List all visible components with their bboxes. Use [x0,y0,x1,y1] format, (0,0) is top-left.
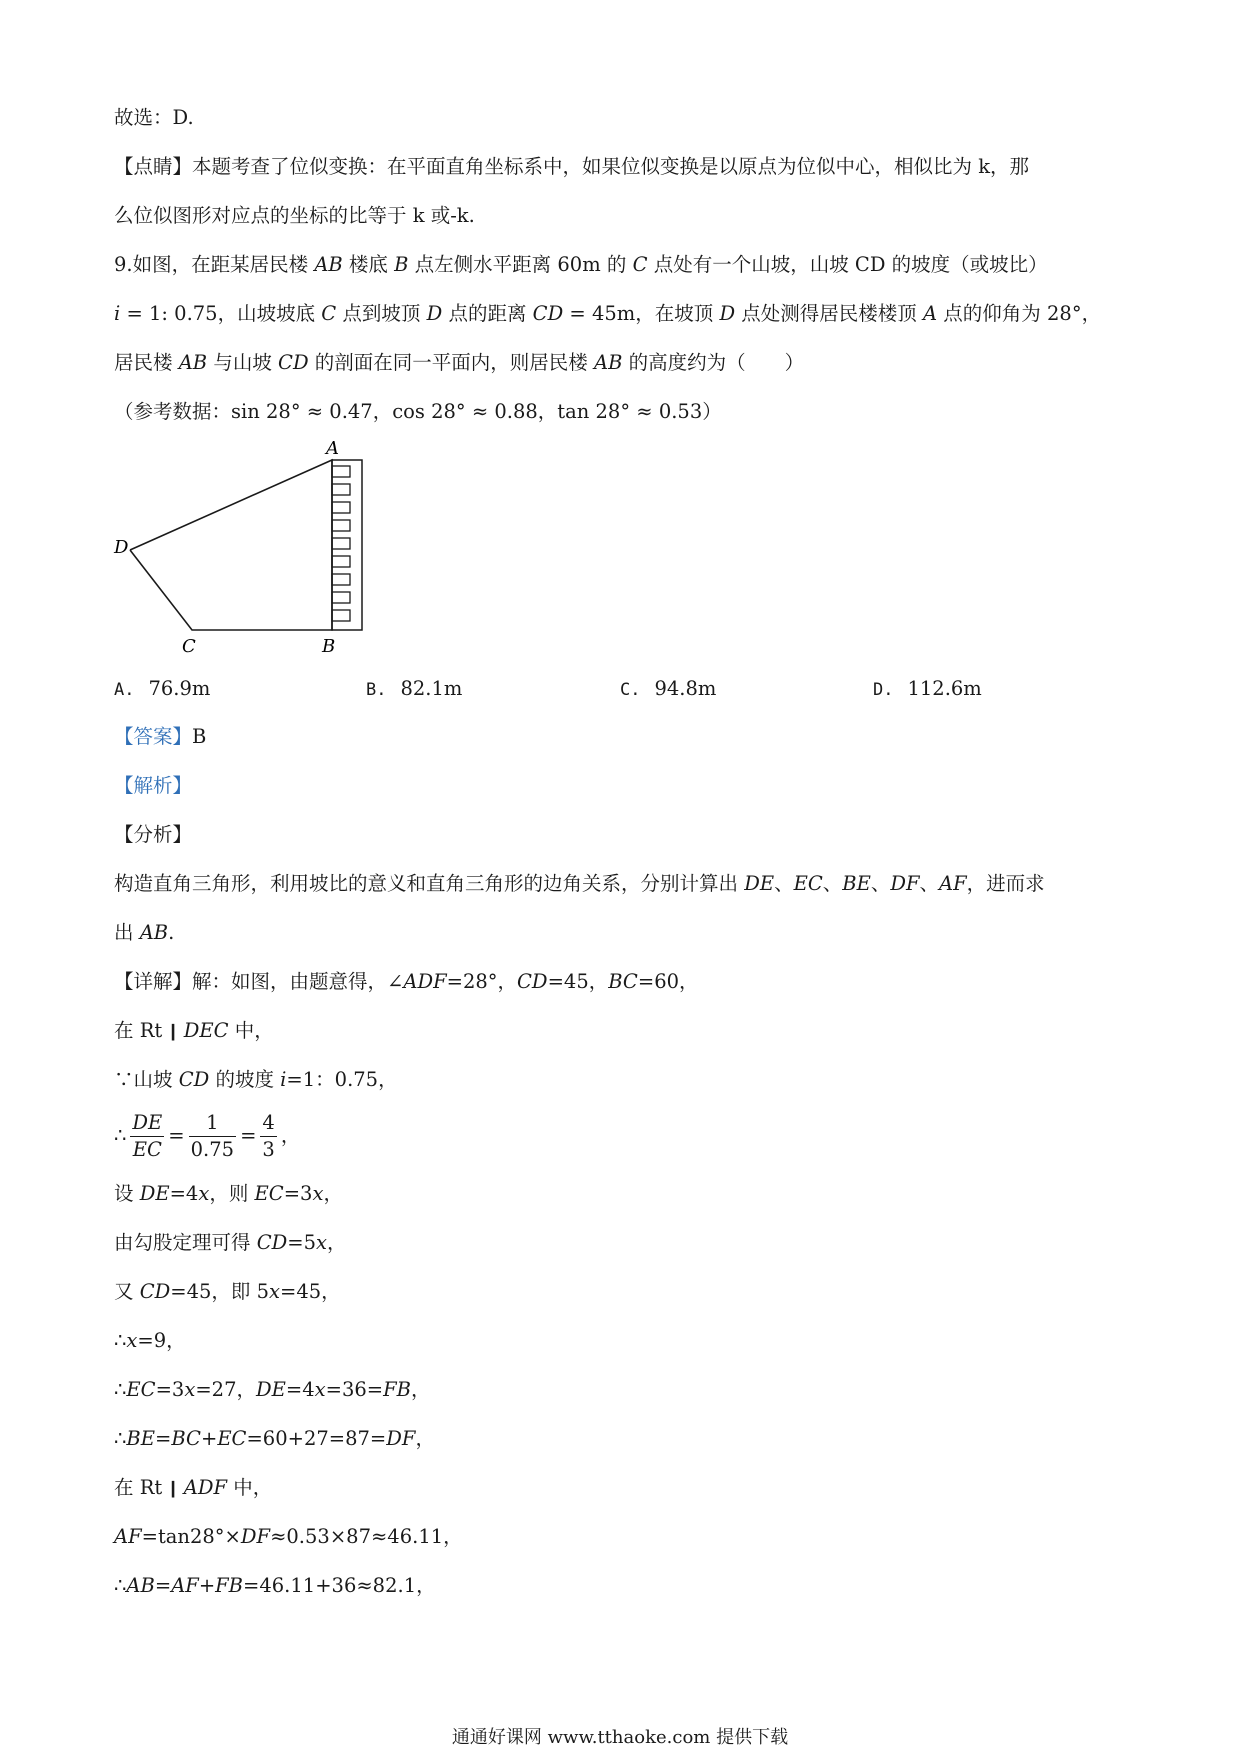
question-line1: 9.如图，在距某居民楼 AB 楼底 B 点左侧水平距离 60m 的 C 点处有一个山坡，山坡 CD 的坡度（或坡比） [114,253,1048,276]
answer: 【答案】B [114,725,207,748]
label-C: C [182,636,196,657]
question-line3: 居民楼 AB 与山坡 CD 的剖面在同一平面内，则居民楼 AB 的高度约为（ ） [114,351,805,374]
reference-data: （参考数据：sin 28° ≈ 0.47，cos 28° ≈ 0.88，tan 28° ≈ 0.53） [114,400,722,423]
detail-step10: ∴BE=BC+EC=60+27=87=DF， [114,1427,435,1450]
detail-step12: AF=tan28°×DF≈0.53×87≈46.11， [114,1525,463,1548]
detail-step2: 在 Rt▕▏DEC 中， [114,1019,274,1042]
label-B: B [322,636,336,657]
detail-step1: 【详解】解：如图，由题意得，∠ADF=28°，CD=45，BC=60， [114,970,699,993]
detail-step5: 设 DE=4x，则 EC=3x， [114,1182,343,1205]
detail-step11: 在 Rt▕▏ADF 中， [114,1476,273,1499]
option-d[interactable]: D. 112.6m [873,677,982,700]
option-a[interactable]: A. 76.9m [114,677,211,700]
detail-step7: 又 CD=45，即 5x=45， [114,1280,341,1303]
option-b[interactable]: B. 82.1m [366,677,463,700]
detail-step4-fraction: ∴ $\frac{DE}{EC}$ = $\frac{1}{0.75}$ = $\frac{4}{3}$ ， [114,1111,301,1161]
building-outline [332,460,362,630]
detail-step6: 由勾股定理可得 CD=5x， [114,1231,347,1254]
label-A: A [326,438,339,459]
option-c[interactable]: C. 94.8m [620,677,717,700]
prev-comment-line2: 么位似图形对应点的坐标的比等于 k 或-k. [114,204,475,227]
question-line2: i = 1: 0.75，山坡坡底 C 点到坡顶 D 点的距离 CD = 45m，在坡顶 D 点处测得居民楼楼顶 A 点的仰角为 28°， [114,302,1102,325]
geometry-figure [110,432,380,662]
detail-step13: ∴AB=AF+FB=46.11+36≈82.1， [114,1574,436,1597]
fenxi-tag: 【分析】 [114,823,193,846]
fenxi-line2: 出 AB. [114,921,175,944]
page-footer: 通通好课网 www.tthaoke.com 提供下载 [451,1727,789,1748]
prev-comment-line1: 【点睛】本题考查了位似变换：在平面直角坐标系中，如果位似变换是以原点为位似中心，相似比为 k，那 [114,155,1030,178]
detail-step9: ∴EC=3x=27，DE=4x=36=FB， [114,1378,431,1401]
analysis-tag: 【解析】 [114,774,193,797]
label-D: D [114,537,129,558]
fenxi-line1: 构造直角三角形，利用坡比的意义和直角三角形的边角关系，分别计算出 DE、EC、BE、DF、AF，进而求 [114,872,1045,895]
detail-step3: ∵山坡 CD 的坡度 i=1：0.75， [114,1068,398,1091]
detail-step8: ∴x=9， [114,1329,186,1352]
prev-conclusion: 故选：D. [114,106,194,129]
building-windows [332,466,350,621]
